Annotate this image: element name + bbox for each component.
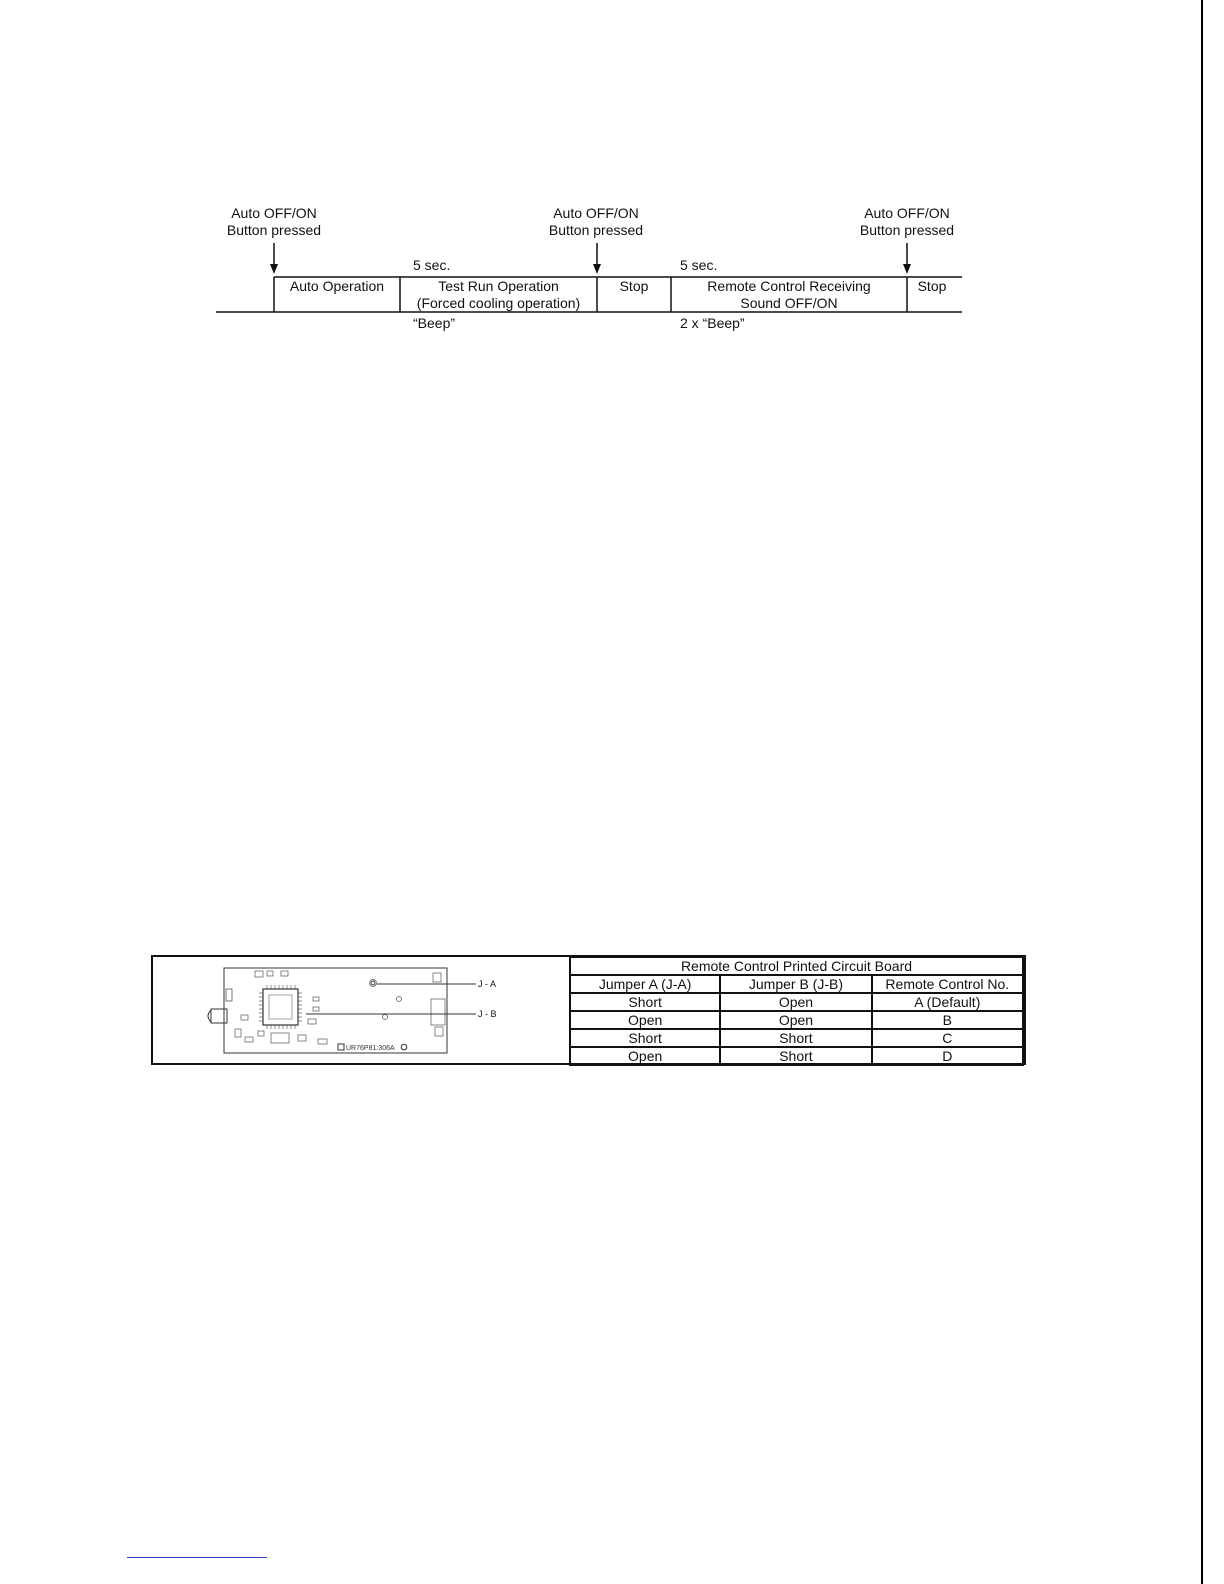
table-cell: Open bbox=[720, 993, 871, 1011]
table-title: Remote Control Printed Circuit Board bbox=[570, 957, 1023, 975]
phase-auto-operation: Auto Operation bbox=[289, 278, 385, 294]
arrow-1 bbox=[270, 243, 278, 274]
duration-label-1: 5 sec. bbox=[413, 257, 451, 273]
remote-pcb-panel bbox=[151, 955, 1026, 1065]
pcb-label-ja: J - A bbox=[478, 979, 497, 989]
table-row bbox=[570, 993, 1023, 1011]
duration-label-2: 5 sec. bbox=[680, 257, 718, 273]
table-cell: B bbox=[872, 1011, 1023, 1029]
phase-stop-2: Stop bbox=[917, 278, 947, 294]
button-label-1: Auto OFF/ON Button pressed bbox=[226, 205, 322, 238]
table-title-row bbox=[570, 957, 1023, 975]
table-header-row bbox=[570, 975, 1023, 993]
table-cell: C bbox=[872, 1029, 1023, 1047]
pcb-illustration-area bbox=[153, 957, 570, 1063]
table-row bbox=[570, 1011, 1023, 1029]
pcb-board-marking: UR76P81:306A bbox=[346, 1045, 395, 1052]
header-remote-no: Remote Control No. bbox=[872, 975, 1023, 993]
header-jumper-a: Jumper A (J-A) bbox=[570, 975, 720, 993]
button-label-3: Auto OFF/ON Button pressed bbox=[859, 205, 955, 238]
table-cell: Open bbox=[720, 1011, 871, 1029]
table-cell: Open bbox=[570, 1011, 720, 1029]
table-cell: Open bbox=[570, 1047, 720, 1065]
pcb-illustration bbox=[153, 957, 570, 1063]
table-cell: Short bbox=[570, 993, 720, 1011]
table-cell: Short bbox=[720, 1029, 871, 1047]
header-jumper-b: Jumper B (J-B) bbox=[720, 975, 871, 993]
arrow-2 bbox=[593, 243, 601, 274]
button-label-2: Auto OFF/ON Button pressed bbox=[548, 205, 644, 238]
table-cell: Short bbox=[570, 1029, 720, 1047]
beep-label-1: “Beep” bbox=[413, 315, 456, 331]
footer-link-underline[interactable] bbox=[127, 1557, 267, 1558]
pcb-label-jb: J - B bbox=[478, 1009, 497, 1019]
timeline-diagram bbox=[0, 0, 1224, 360]
jumper-table bbox=[569, 956, 1024, 1066]
table-row bbox=[570, 1029, 1023, 1047]
table-cell: D bbox=[872, 1047, 1023, 1065]
table-cell: A (Default) bbox=[872, 993, 1023, 1011]
table-row bbox=[570, 1047, 1023, 1065]
phase-stop-1: Stop bbox=[619, 278, 649, 294]
table-cell: Short bbox=[720, 1047, 871, 1065]
beep-label-2: 2 x “Beep” bbox=[680, 315, 745, 331]
arrow-3 bbox=[903, 243, 911, 274]
phase-remote-sound: Remote Control Receiving Sound OFF/ON bbox=[707, 278, 871, 311]
phase-test-run: Test Run Operation (Forced cooling operation) bbox=[416, 278, 581, 311]
